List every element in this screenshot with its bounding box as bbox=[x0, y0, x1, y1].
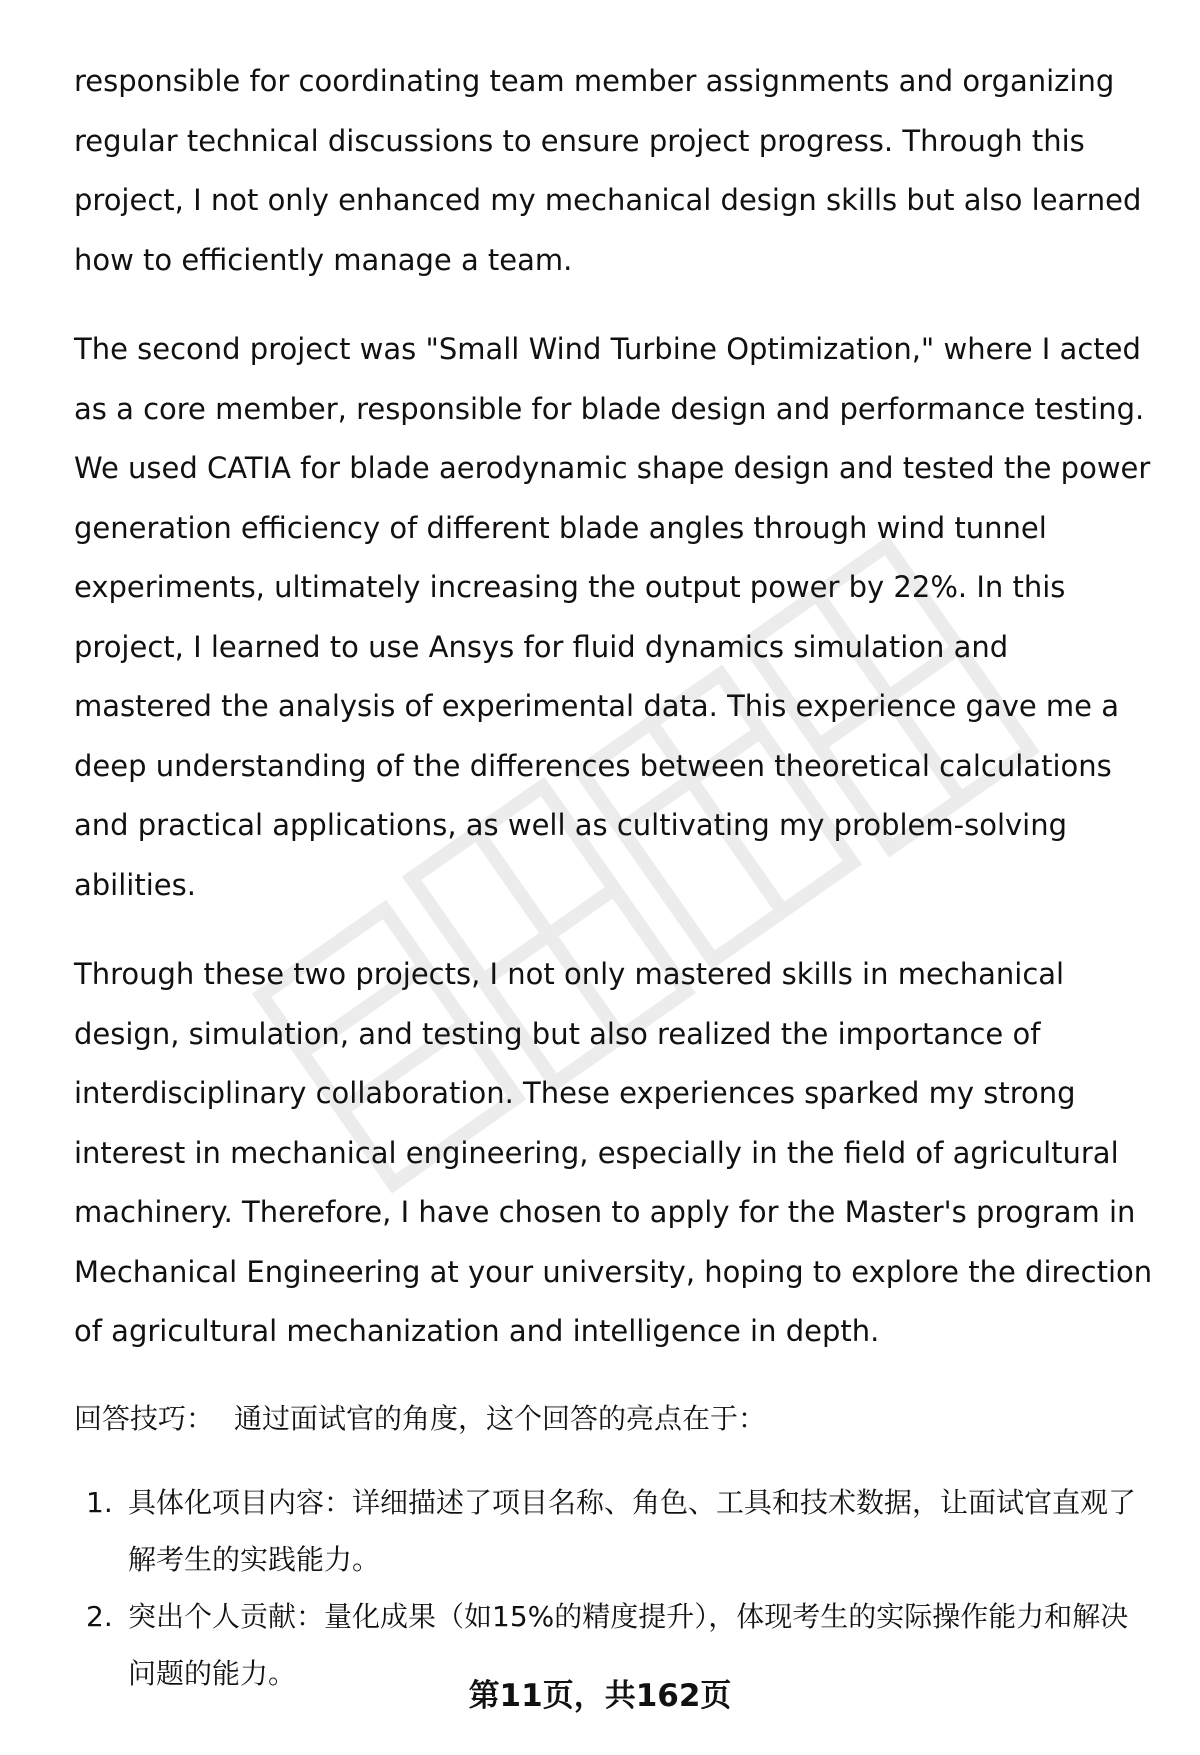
paragraph-2: The second project was "Small Wind Turbine Optimization," where I acted as a core member, responsible for blade design and performance testing. We used CATIA for blade aerodynamic shape design and tested the power generation efficiency of different blade angles through wind tunnel experiments, ultimately increasing the output power by 22%. In this project, I learned to use Ansys for fluid dynamics simulation and mastered the analysis of experimental data. This experience gave me a deep understanding of the differences between theoretical calculations and practical applications, as well as cultivating my problem-solving abilities. bbox=[74, 332, 1151, 902]
list-item bbox=[74, 1474, 1154, 1588]
tips-intro: 通过面试官的角度，这个回答的亮点在于： bbox=[234, 1401, 767, 1435]
list-item-text: 具体化项目内容：详细描述了项目名称、角色、工具和技术数据，让面试官直观了解考生的实践能力。 bbox=[128, 1485, 1137, 1576]
list-item-text: 突出个人贡献：量化成果（如15%的精度提升），体现考生的实际操作能力和解决问题的能力。 bbox=[128, 1599, 1129, 1690]
tips-label: 回答技巧： bbox=[74, 1401, 215, 1435]
paragraph-1: responsible for coordinating team member assignments and organizing regular technical discussions to ensure project progress. Through this project, I not only enhanced my mechanical design skills but also learned how to efficiently manage a team. bbox=[74, 64, 1142, 277]
list-item-number: 1. bbox=[86, 1485, 113, 1519]
tips-list bbox=[74, 1474, 1154, 1702]
document-body bbox=[74, 52, 1154, 1702]
list-item-number: 2. bbox=[86, 1599, 113, 1633]
paragraph-3: Through these two projects, I not only mastered skills in mechanical design, simulation, and testing but also realized the importance of interdisciplinary collaboration. These experiences sparked my strong interest in mechanical engineering, especially in the field of agricultural machinery. Therefore, I have chosen to apply for the Master's program in Mechanical Engineering at your university, hoping to explore the direction of agricultural mechanization and intelligence in depth. bbox=[74, 957, 1153, 1348]
tips-heading bbox=[74, 1392, 1154, 1446]
page-footer: 第11页，共162页 bbox=[468, 1678, 732, 1714]
